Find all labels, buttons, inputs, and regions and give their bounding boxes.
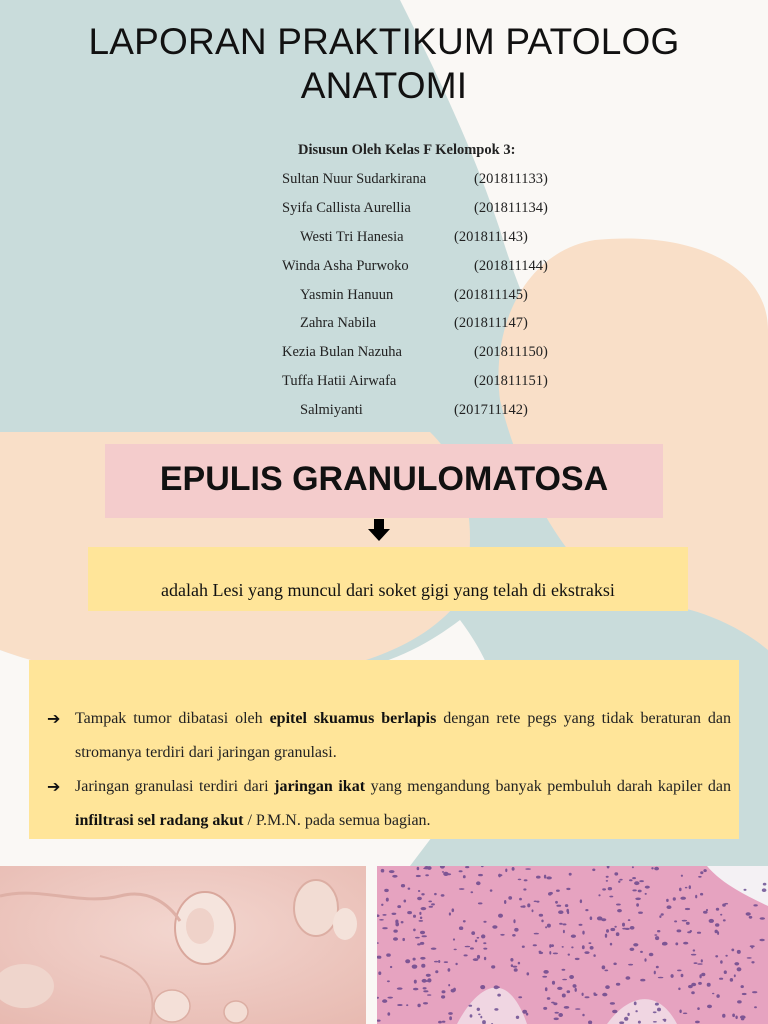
arrow-right-icon: ➔: [47, 777, 61, 796]
author-id: (201811145): [454, 287, 528, 303]
bullet-text: [75, 702, 731, 770]
microscopy-image-high-power: [377, 866, 768, 1024]
topic-title: EPULIS GRANULOMATOSA: [159, 460, 609, 498]
author-name: Yasmin Hanuun: [300, 287, 394, 303]
author-name: Sultan Nuur Sudarkirana: [282, 171, 427, 187]
author-name: Tuffa Hatii Airwafa: [282, 373, 397, 389]
author-name: Syifa Callista Aurellia: [282, 200, 411, 216]
title-line-1: LAPORAN PRAKTIKUM PATOLOG: [88, 21, 680, 62]
author-name: Zahra Nabila: [300, 315, 377, 331]
author-name: Winda Asha Purwoko: [282, 258, 409, 274]
author-id: (201811150): [474, 344, 548, 360]
microscopy-image-low-power: [0, 866, 366, 1024]
author-id: (201811147): [454, 315, 528, 331]
author-id: (201811134): [474, 200, 548, 216]
author-id: (201811144): [474, 258, 548, 274]
bullet-emphasis: infiltrasi sel radang akut: [75, 812, 244, 829]
arrow-right-icon: ➔: [47, 709, 61, 728]
description-bullet: [47, 770, 731, 838]
topic-box: [105, 444, 663, 518]
author-name: Westi Tri Hanesia: [300, 229, 404, 245]
definition-text: adalah Lesi yang muncul dari soket gigi yang telah di ekstraksi: [161, 580, 615, 600]
page-title: [40, 20, 728, 108]
bullet-emphasis: epitel skuamus berlapis: [269, 710, 437, 727]
author-id: (201711142): [454, 402, 528, 418]
bullet-text-part: Jaringan granulasi terdiri dari: [75, 778, 275, 795]
author-id: (201811151): [474, 373, 548, 389]
bullet-text-part: Tampak tumor dibatasi oleh: [75, 710, 270, 727]
title-line-2: ANATOMI: [300, 65, 468, 106]
bullet-text-part: / P.M.N. pada semua bagian.: [243, 812, 431, 829]
bullet-emphasis: jaringan ikat: [274, 778, 366, 795]
bullet-text-part: dengan rete pegs yang tidak beraturan dan stromanya terdiri dari jaringan granulasi.: [75, 710, 731, 761]
down-arrow-icon: [367, 518, 391, 542]
author-name: Salmiyanti: [300, 402, 363, 418]
description-bullet: [47, 702, 731, 770]
bullet-text: [75, 770, 731, 838]
definition-box: [88, 547, 688, 611]
authors-heading: Disusun Oleh Kelas F Kelompok 3:: [298, 142, 516, 158]
author-id: (201811133): [474, 171, 548, 187]
author-id: (201811143): [454, 229, 528, 245]
bullet-text-part: yang mengandung banyak pembuluh darah kapiler dan: [365, 778, 732, 795]
description-box: [29, 660, 739, 839]
author-name: Kezia Bulan Nazuha: [282, 344, 402, 360]
